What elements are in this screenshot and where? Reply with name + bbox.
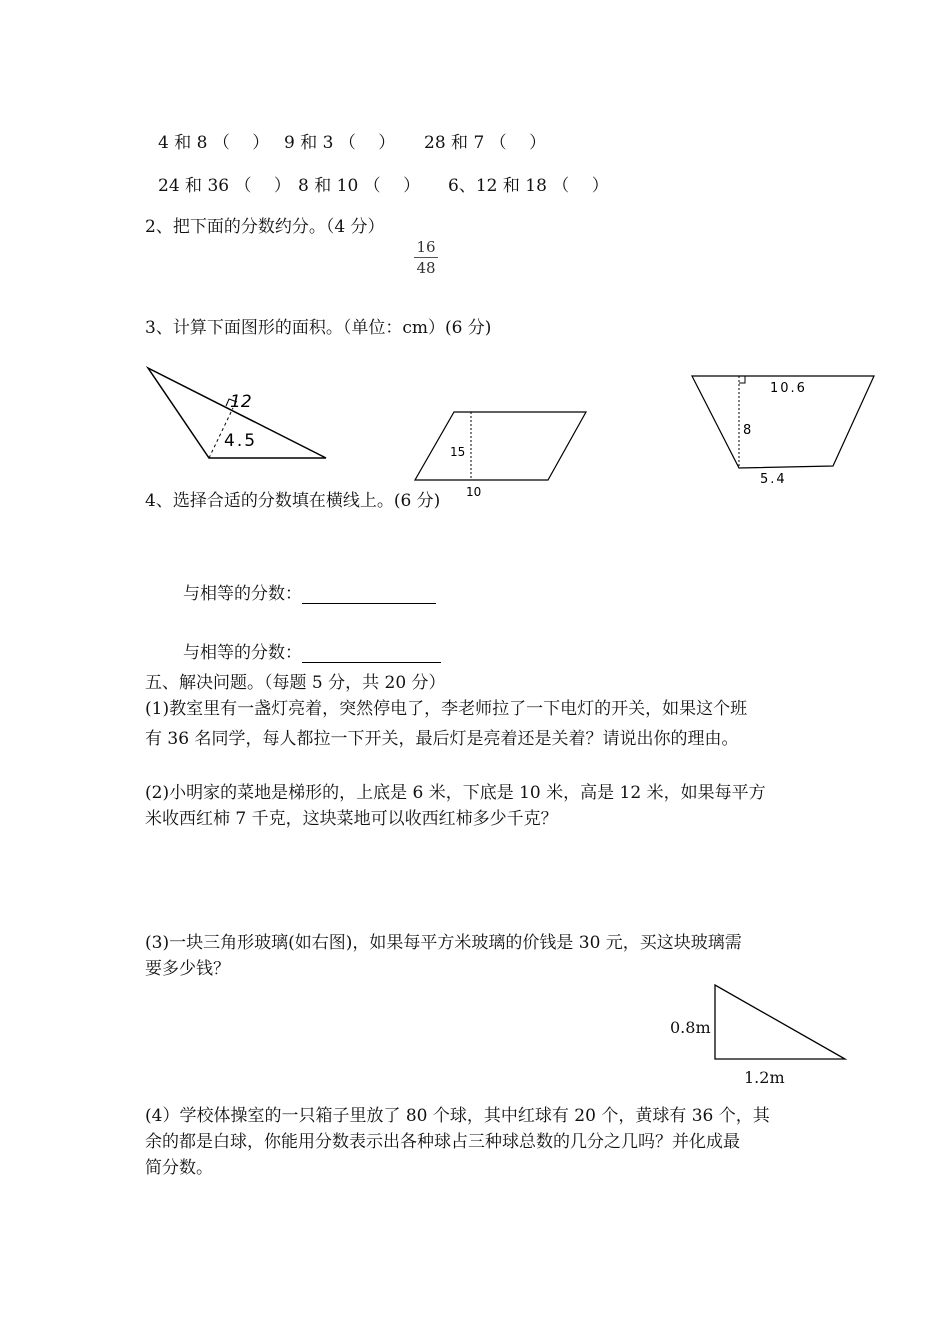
answer-blank-1[interactable] [302, 585, 436, 604]
gcd-item-6: 6、12 和 18 （ ） [448, 176, 609, 196]
question-4-title: 4、选择合适的分数填在横线上。(6 分) [145, 491, 441, 511]
gcd-item-1: 4 和 8 （ ） [158, 133, 270, 153]
problem-2-line-1: (2)小明家的菜地是梯形的，上底是 6 米，下底是 10 米，高是 12 米，如果每平方 [145, 783, 766, 803]
question-2-title: 2、把下面的分数约分。（4 分） [145, 217, 385, 237]
triangle-figure [148, 368, 326, 458]
problem-4-line-2: 余的都是白球，你能用分数表示出各种球占三种球总数的几分之几吗？并化成最 [145, 1132, 740, 1152]
problem-3-line-1: (3)一块三角形玻璃(如右图)，如果每平方米玻璃的价钱是 30 元，买这块玻璃需 [145, 933, 742, 953]
glass-height-label: 0.8m [670, 1018, 711, 1037]
answer-blank-2[interactable] [302, 644, 441, 663]
section-5-title: 五、解决问题。（每题 5 分，共 20 分） [145, 673, 446, 693]
problem-4-line-3: 简分数。 [145, 1158, 213, 1178]
parallelogram-figure [415, 412, 586, 499]
problem-4-line-1: (4）学校体操室的一只箱子里放了 80 个球，其中红球有 20 个，黄球有 36 个，其 [145, 1106, 770, 1126]
triangle-side-label: 12 [230, 392, 252, 412]
equal-fraction-line-2 [183, 638, 441, 663]
glass-triangle-figure [715, 985, 845, 1059]
gcd-item-4: 24 和 36 （ ） [158, 176, 291, 196]
trapezoid-top-label: 10.6 [770, 381, 807, 396]
trapezoid-figure [692, 376, 874, 487]
glass-base-label: 1.2m [744, 1068, 785, 1087]
problem-2-line-2: 米收西红柿 7 千克，这块菜地可以收西红柿多少千克？ [145, 809, 558, 829]
equal-fraction-label-2: 与相等的分数： [183, 643, 302, 663]
fraction-denominator: 48 [416, 259, 436, 277]
problem-3-line-2: 要多少钱？ [145, 959, 230, 979]
equal-fraction-label-1: 与相等的分数： [183, 584, 302, 604]
gcd-item-3: 28 和 7 （ ） [424, 133, 547, 153]
fraction-numerator: 16 [416, 238, 436, 256]
question-3-title: 3、计算下面图形的面积。（单位：cm）(6 分) [145, 318, 492, 338]
equal-fraction-line-1 [183, 579, 436, 604]
trapezoid-bottom-label: 5.4 [760, 472, 787, 487]
parallelogram-base-label: 10 [466, 485, 482, 499]
triangle-height-label: 4.5 [224, 431, 258, 451]
problem-1-line-1: (1)教室里有一盏灯亮着，突然停电了，李老师拉了一下电灯的开关，如果这个班 [145, 699, 748, 719]
gcd-item-2: 9 和 3 （ ） [284, 133, 396, 153]
problem-1-line-2: 有 36 名同学，每人都拉一下开关，最后灯是亮着还是关着？请说出你的理由。 [145, 729, 739, 749]
gcd-item-5: 8 和 10 （ ） [298, 176, 421, 196]
trapezoid-height-label: 8 [743, 423, 752, 438]
parallelogram-height-label: 15 [450, 445, 466, 459]
